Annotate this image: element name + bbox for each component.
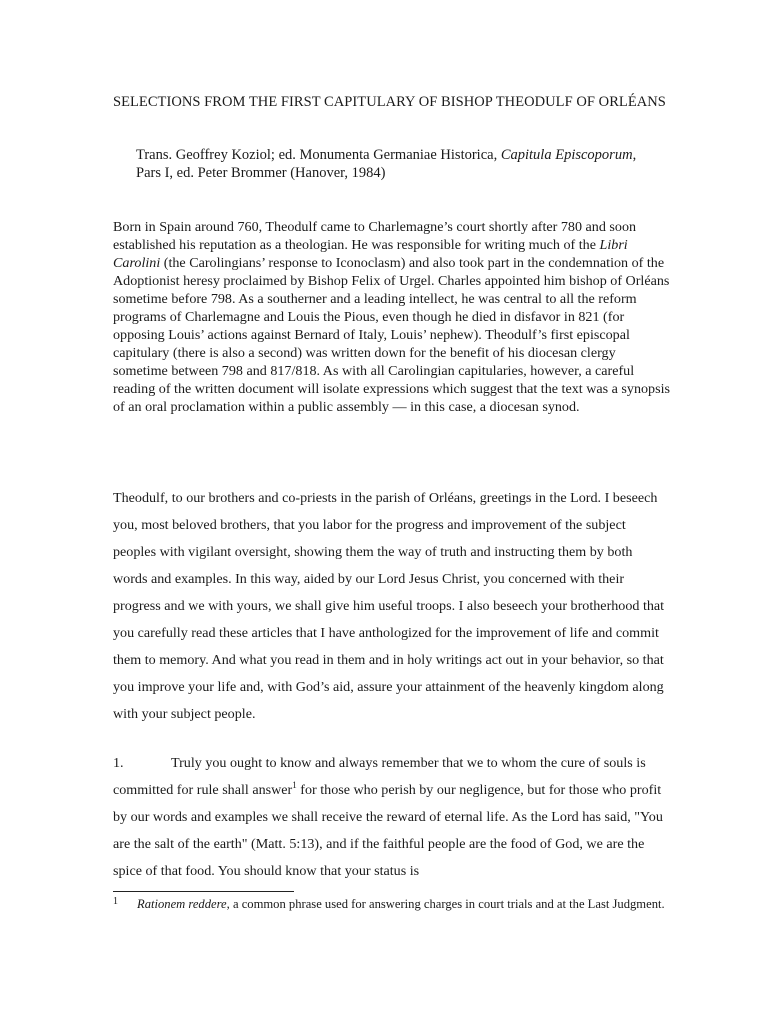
citation-prefix: Trans. Geoffrey Koziol; ed. Monumenta Germaniae Historica, — [136, 147, 501, 163]
greeting-paragraph: Theodulf, to our brothers and co-priests in the parish of Orléans, greetings in the Lord. I beseech you, most beloved brothers, that you labor for the progress and improvement of the subject peoples with vigilant oversight, showing them the way of truth and instructing them by both words and examples. In this way, aided by our Lord Jesus Christ, you concerned with their progress and we with yours, we shall give him useful troops. I also beseech your brotherhood that you carefully read these articles that I have anthologized for the improvement of life and commit them to memory. And what you read in them and in holy writings act out in your behavior, so that you improve your life and, with God’s aid, assure your attainment of the heavenly kingdom along with your subject people. — [113, 490, 665, 722]
citation — [136, 146, 656, 182]
intro-paragraph — [113, 218, 673, 416]
paragraph-number: 1. — [113, 755, 124, 771]
paragraph-1-text-part1: Truly you ought to know and always remember that we to whom the cure of souls is committed for rule shall answer — [113, 755, 646, 798]
footnote-divider — [113, 891, 294, 892]
paragraph-1 — [113, 750, 668, 885]
footnote-italic-term: Rationem reddere — [137, 897, 227, 911]
intro-libri-carolini: Libri Carolini — [113, 237, 628, 271]
paragraph-1-text-part2: for those who perish by our negligence, but for those who profit by our words and examples we shall receive the reward of eternal life. As the Lord has said, "You are the salt of the earth" (Matt. 5:13), and if the faithful people are the food of God, we are the spice of that food. You should know that your status is — [113, 782, 663, 879]
footnote-text: , a common phrase used for answering charges in court trials and at the Last Judgment. — [226, 897, 665, 911]
footnote: 1 Rationem reddere, a common phrase used for answering charges in court trials and at the Last Judgment. — [113, 896, 665, 911]
citation-suffix: , Pars I, ed. Peter Brommer (Hanover, 1984) — [136, 147, 637, 181]
citation-work-italic-1: Capitula — [500, 147, 552, 163]
footnote-reference[interactable]: 1 — [292, 780, 297, 790]
intro-text-part1: Born in Spain around 760, Theodulf came to Charlemagne’s court shortly after 780 and soon established his reputation as a theologian. He was responsible for writing much of the — [113, 219, 637, 253]
intro-text-part2: (the Carolingians’ response to Iconoclasm) and also took part in the condemnation of the Adoptionist heresy proclaimed by Bishop Felix of Urgel. Charles appointed him bishop of Orléans sometime before 798. As a southerner and a leading intellect, he was central to all the reform programs of Charlemagne and Louis the Pious, even though he died in disfavor in 821 (for opposing Louis’ actions against Bernard of Italy, Louis’ nephew). Theodulf’s first episcopal capitulary (there is also a second) was written down for the benefit of his diocesan clergy sometime between 798 and 817/818. As with all Carolingian capitularies, however, a careful reading of the written document will isolate expressions which suggest that the text was a synopsis of an oral proclamation within a public assembly — in this case, a diocesan synod. — [113, 255, 670, 415]
citation-work-italic-2: Episcoporum — [555, 147, 633, 163]
document-title: SELECTIONS FROM THE FIRST CAPITULARY OF BISHOP THEODULF OF ORLÉANS — [113, 94, 666, 110]
